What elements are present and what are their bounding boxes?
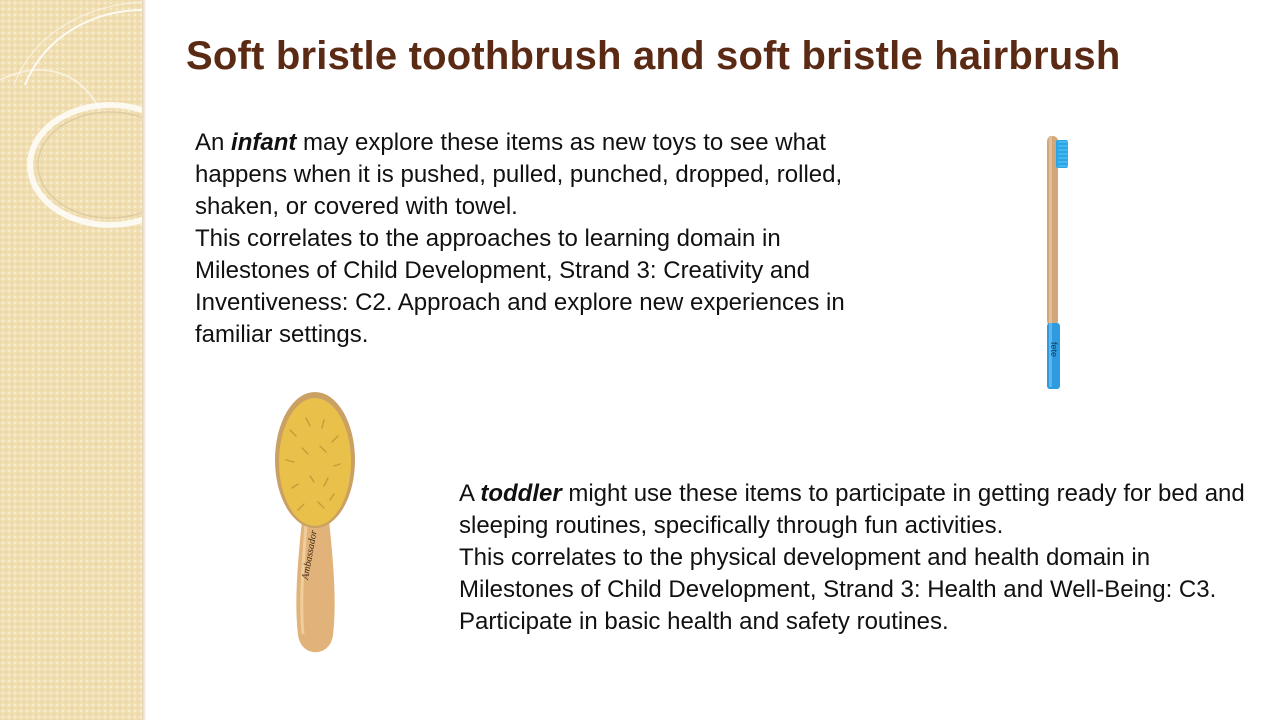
toothbrush-brand-label: fete: [1049, 342, 1059, 358]
infant-intro-text: may explore these items as new toys to see what happens when it is pushed, pulled, punched, dropped, rolled, shaken, or covered with towel.: [195, 129, 843, 220]
infant-correlation: This correlates to the approaches to learning domain in Milestones of Child Development, Strand 3: Creativity and Inventiveness: C2. Approach and explore new experiences in familiar settings.: [195, 225, 845, 348]
hairbrush-brand-label: Ambassador: [300, 529, 320, 581]
infant-emphasis: infant: [231, 129, 297, 156]
toddler-correlation: This correlates to the physical development and health domain in Milestones of Child Development, Strand 3: Health and Well-Being: C3. Participate in basic health and safety routines.: [459, 544, 1217, 635]
hairbrush-image: [268, 390, 363, 665]
infant-description: [195, 127, 875, 351]
toddler-emphasis: toddler: [480, 480, 562, 507]
toddler-description: [459, 478, 1259, 638]
side-band-edge: [142, 0, 146, 720]
toothbrush-image: [1030, 130, 1080, 395]
slide-title: Soft bristle toothbrush and soft bristle hairbrush: [186, 34, 1121, 78]
decorative-ring-ornament: [0, 0, 142, 250]
infant-intro: [195, 127, 875, 223]
toddler-intro: [459, 478, 1259, 542]
toddler-intro-text: might use these items to participate in getting ready for bed and sleeping routines, specifically through fun activities.: [459, 480, 1245, 539]
infant-intro-prefix: An: [195, 129, 232, 156]
toddler-intro-prefix: A: [459, 480, 481, 507]
